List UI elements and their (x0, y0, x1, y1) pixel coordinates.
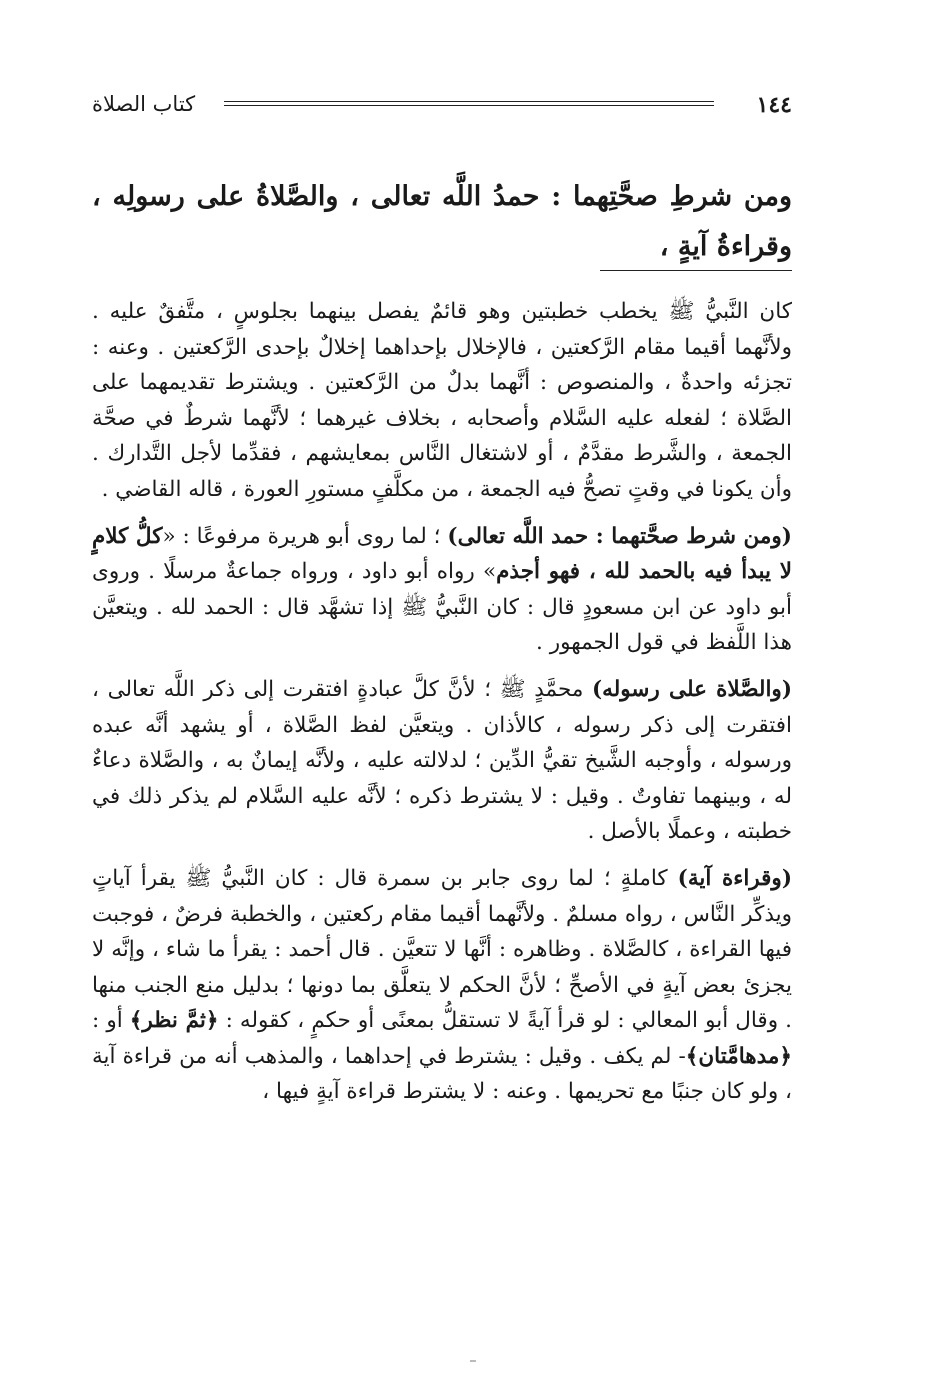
quoted-main-text: (ومن شرط صحَّتهما : حمد اللَّه تعالى) (447, 523, 792, 549)
paragraph-text: أو : (92, 1008, 130, 1034)
quran-verse: ﴿ثمَّ نظر﴾ (129, 1008, 219, 1034)
commentary-paragraph-1: كان النَّبيُّ ﷺ يخطب خطبتين وهو قائمٌ يفصل بينهما بجلوسٍ ، متَّفقٌ عليه . ولأنَّهما أقيما مقام الرَّكعتين ، فالإخلال بإحداهما إخلالٌ بإحدى الرَّكعتين . وعنه : تجزئه واحدةٌ ، والمنصوص : أنَّهما بدلٌ من الرَّكعتين . ويشترط تقديمهما على الصَّلاة ؛ لفعله عليه السَّلام وأصحابه ، بخلاف غيرهما ؛ لأنَّهما شرطٌ في صحَّة الجمعة ، والشَّرط مقدَّمٌ ، أو لاشتغال النَّاس بمعايشهم ، فقدِّما لأجل التَّدارك . وأن يكونا في وقتٍ تصحُّ فيه الجمعة ، من مكلَّفٍ مستورِ العورة ، قاله القاضي . (92, 299, 792, 502)
page-number: ١٤٤ (756, 92, 792, 118)
paragraph-text: كاملةٍ ؛ لما روى جابر بن سمرة قال : كان النَّبيُّ ﷺ يقرأ آياتٍ ويذكِّر النَّاس ، رواه مسلمٌ . ولأنَّهما أقيما مقام ركعتين ، والخطبة فرضٌ ، فوجبت فيها القراءة ، كالصَّلاة . وظاهره : أنَّها لا تتعيَّن . قال أحمد : يقرأ ما شاء ، وإنَّه لا يجزئ بعض آيةٍ في الأصحِّ ؛ لأنَّ الحكم لا يتعلَّق بما دونها ؛ بدليل منع الجنب منها . وقال أبو المعالي : لو قرأ آيةً لا تستقلُّ بمعنًى أو حكمٍ ، كقوله : (92, 865, 792, 1034)
paragraph-text: » رواه أبو داود ، ورواه جماعةٌ مرسلًا . وروى أبو داود عن ابن مسعودٍ قال : كان النَّبيُّ ﷺ إذا تشهَّد قال : الحمد لله . ويتعيَّن هذا اللَّفظ في قول الجمهور . (92, 559, 792, 656)
commentary-paragraph-2 (92, 519, 792, 661)
quran-verse: ﴿مدهامَّتان﴾ (685, 1043, 792, 1069)
paragraph-text: محمَّدٍ ﷺ ؛ لأنَّ كلَّ عبادةٍ افتقرت إلى ذكر اللَّه تعالى ، افتقرت إلى ذكر رسوله ، كالأذان . ويتعيَّن لفظ الصَّلاة ، أو يشهد أنَّه عبده ورسوله ، وأوجبه الشَّيخ تقيُّ الدِّين ؛ لدلالته عليه ، ولأنَّه إيمانٌ به ، والصَّلاة دعاءٌ له ، وبينهما تفاوتٌ . وقيل : لا يشترط ذكره ؛ لأنَّه عليه السَّلام لم يذكر ذلك في خطبته ، وعملًا بالأصل . (92, 676, 792, 845)
commentary (92, 294, 792, 1121)
hadith-text: كلُّ كلامٍ لا يبدأ فيه بالحمد لله ، فهو أجذم (92, 523, 793, 585)
running-title: كتاب الصلاة (92, 92, 196, 116)
main-text: ومن شرطِ صحَّتِهما : حمدُ اللَّه تعالى ، والصَّلاةُ على رسولِه ، وقراءةُ آيةٍ ، (92, 181, 792, 262)
commentary-paragraph-3 (92, 672, 792, 850)
scan-mark (470, 1360, 476, 1362)
commentary-paragraph-4 (92, 861, 792, 1110)
header-rule (224, 101, 714, 106)
paragraph-text: ؛ لما روى أبو هريرة مرفوعًا : « (162, 523, 448, 549)
paragraph-text: - لم يكف . وقيل : يشترط في إحداهما ، والمذهب أنه من قراءة آية ، ولو كان جنبًا مع تحريمها . وعنه : لا يشترط قراءة آيةٍ فيها ، (92, 1043, 792, 1105)
quoted-main-text: (والصَّلاة على رسوله) (592, 676, 792, 702)
page-header (92, 92, 792, 122)
quoted-main-text: (وقراءة آية) (677, 865, 792, 891)
separator-rule (600, 270, 792, 271)
